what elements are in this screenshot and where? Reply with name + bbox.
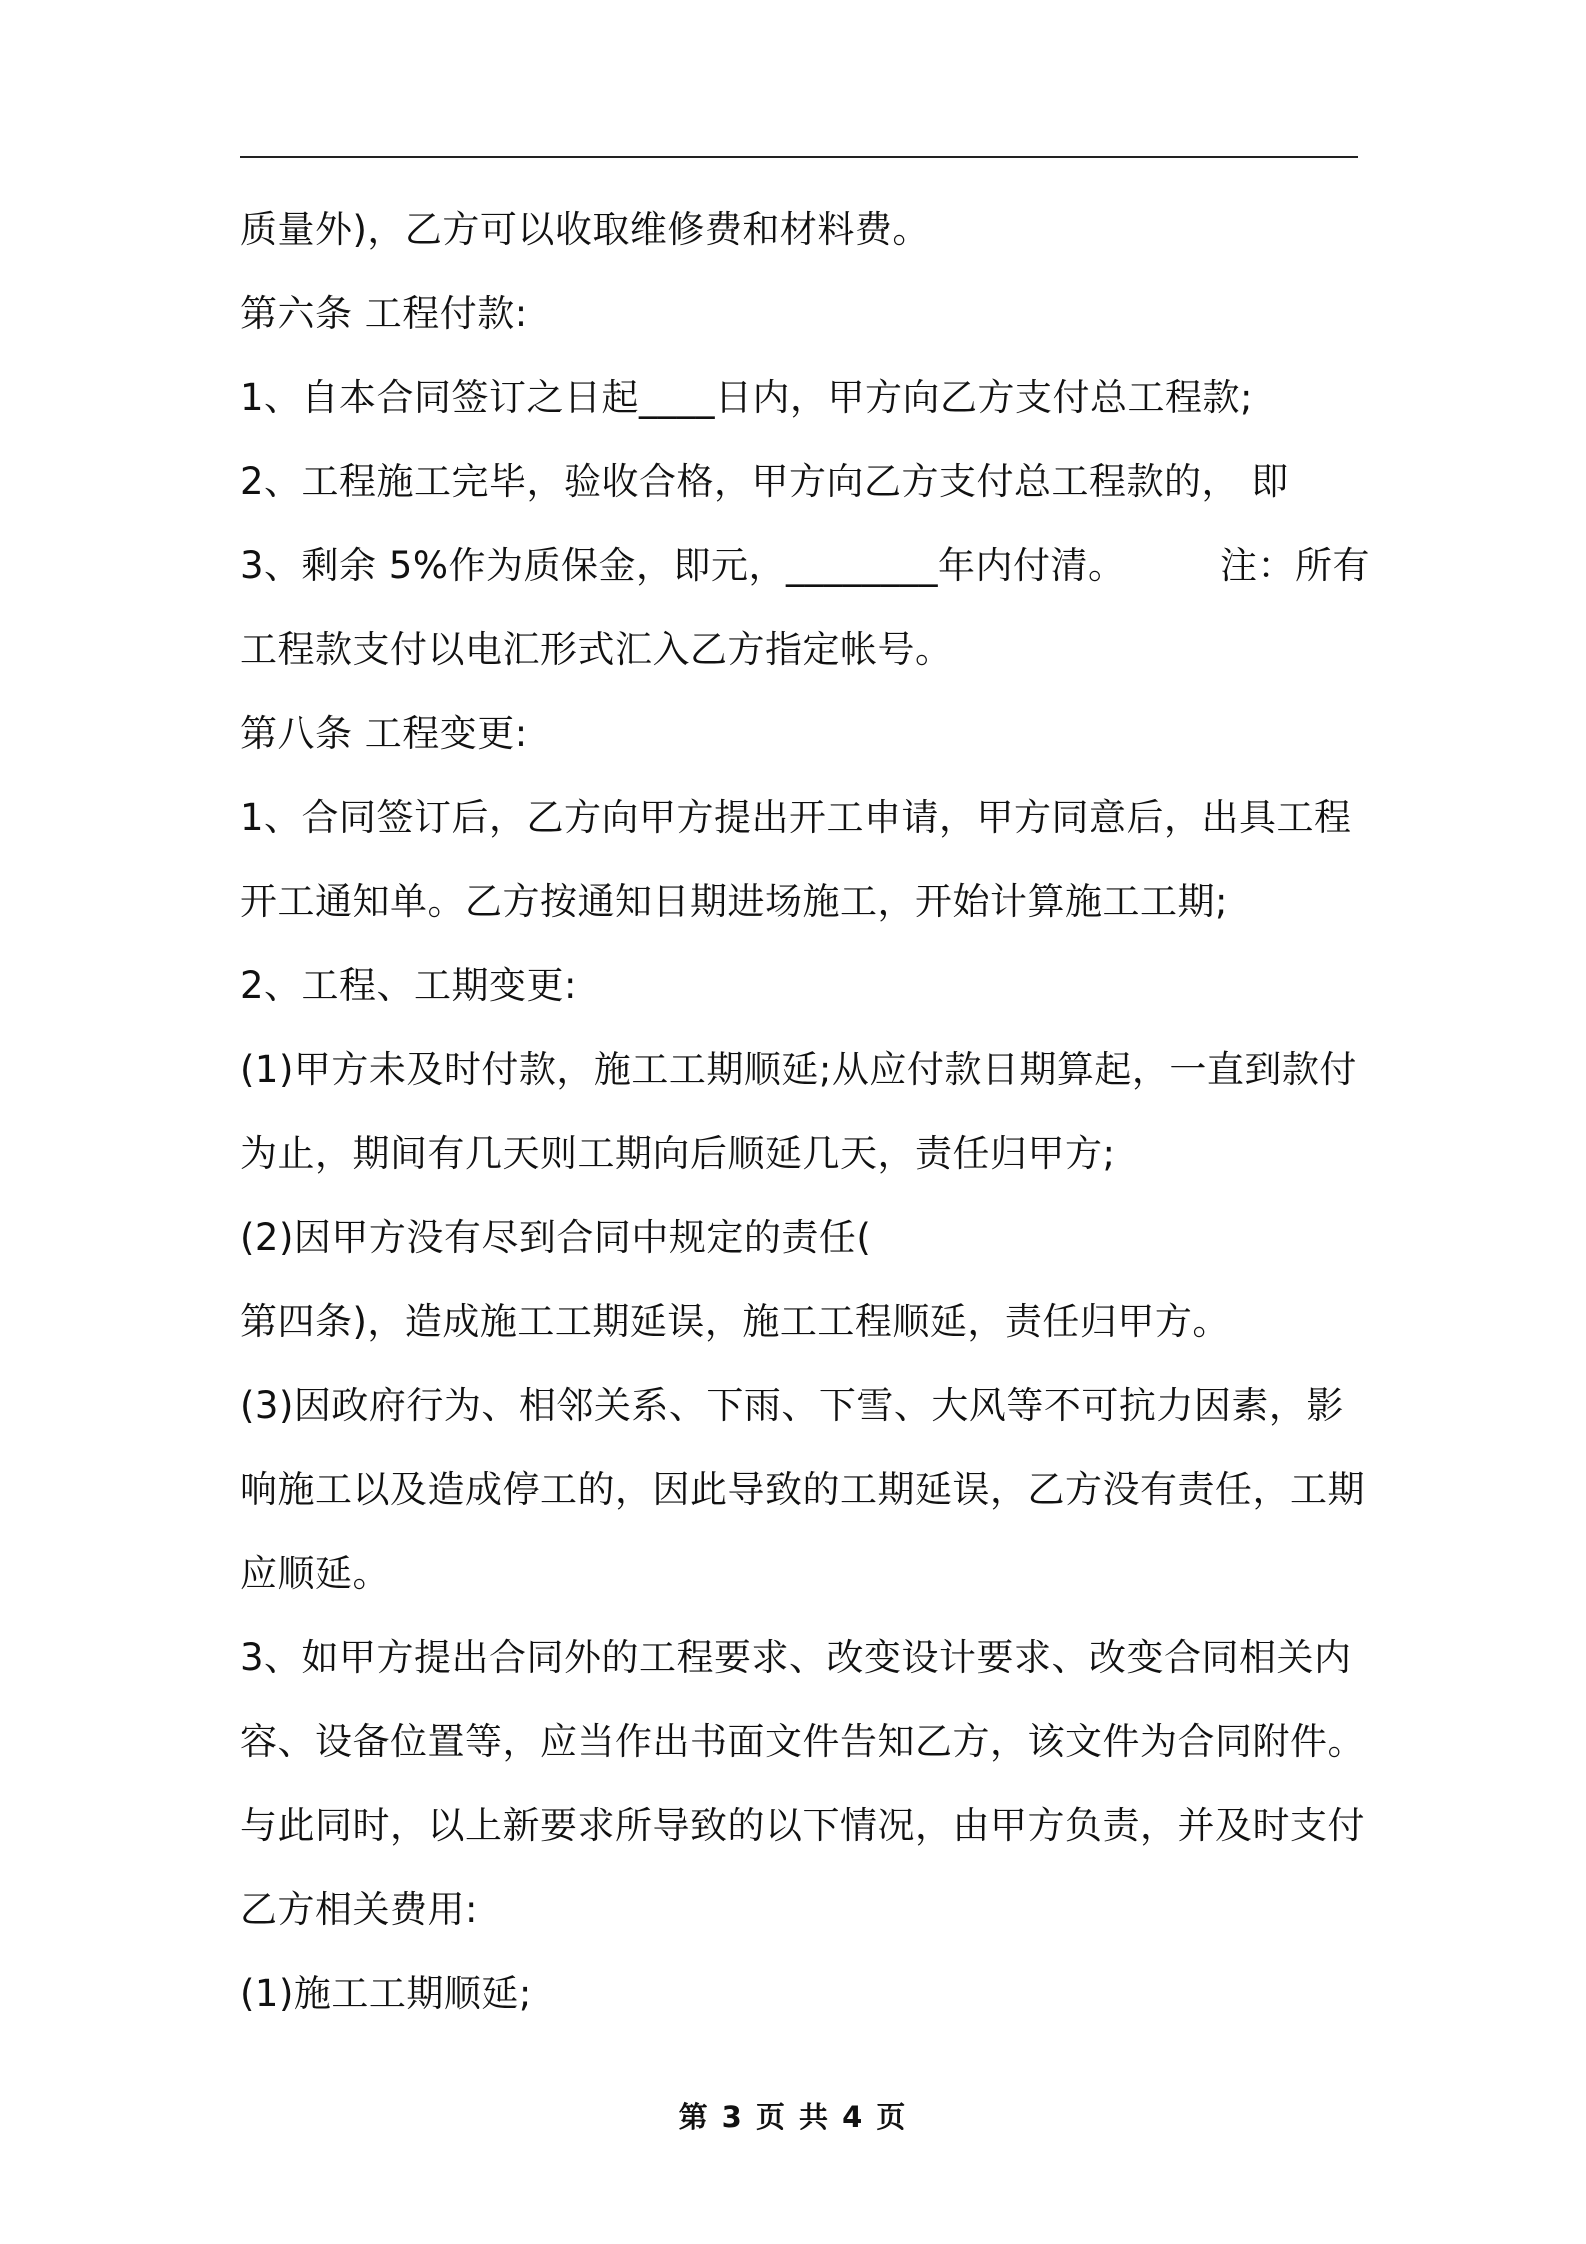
section-heading-article-8: 第八条 工程变更: [240, 712, 528, 755]
text-line-10: 2、工程、工期变更: [240, 964, 578, 1007]
text-line-9: 开工通知单。乙方按通知日期进场施工，开始计算施工工期; [240, 880, 1228, 923]
text-line-6: 工程款支付以电汇形式汇入乙方指定帐号。 [240, 628, 953, 671]
section-heading-article-6: 第六条 工程付款: [240, 292, 528, 335]
text-line-5-note: 注：所有 [1220, 544, 1370, 587]
text-line-17: 应顺延。 [240, 1552, 390, 1595]
text-line-20: 与此同时，以上新要求所导致的以下情况，由甲方负责，并及时支付 [240, 1804, 1365, 1847]
document-body [240, 188, 1370, 2036]
text-line-15: (3)因政府行为、相邻关系、下雨、下雪、大风等不可抗力因素，影 [240, 1384, 1344, 1427]
text-line-14: 第四条)，造成施工工期延误，施工工程顺延，责任归甲方。 [240, 1300, 1230, 1343]
text-line-18: 3、如甲方提出合同外的工程要求、改变设计要求、改变合同相关内 [240, 1636, 1352, 1679]
text-line-8: 1、合同签订后，乙方向甲方提出开工申请，甲方同意后，出具工程 [240, 796, 1352, 839]
text-line-11: (1)甲方未及时付款，施工工期顺延;从应付款日期算起，一直到款付 [240, 1048, 1357, 1091]
text-line-5-main: 3、剩余 5%作为质保金，即元，________年内付清。 [240, 544, 1126, 587]
text-line-21: 乙方相关费用: [240, 1888, 478, 1931]
page-number-footer: 第 3 页 共 4 页 [678, 2100, 908, 2134]
text-line-5 [240, 524, 1370, 608]
text-line-22: (1)施工工期顺延; [240, 1972, 532, 2015]
text-line-16: 响施工以及造成停工的，因此导致的工期延误，乙方没有责任，工期 [240, 1468, 1365, 1511]
text-line-19: 容、设备位置等，应当作出书面文件告知乙方，该文件为合同附件。 [240, 1720, 1365, 1763]
text-line-4: 2、工程施工完毕，验收合格，甲方向乙方支付总工程款的， 即 [240, 460, 1289, 503]
text-line-1: 质量外)，乙方可以收取维修费和材料费。 [240, 208, 930, 251]
text-line-12: 为止，期间有几天则工期向后顺延几天，责任归甲方; [240, 1132, 1116, 1175]
text-line-3: 1、自本合同签订之日起____日内，甲方向乙方支付总工程款; [240, 376, 1254, 419]
header-divider [240, 156, 1358, 158]
text-line-13: (2)因甲方没有尽到合同中规定的责任( [240, 1216, 872, 1259]
